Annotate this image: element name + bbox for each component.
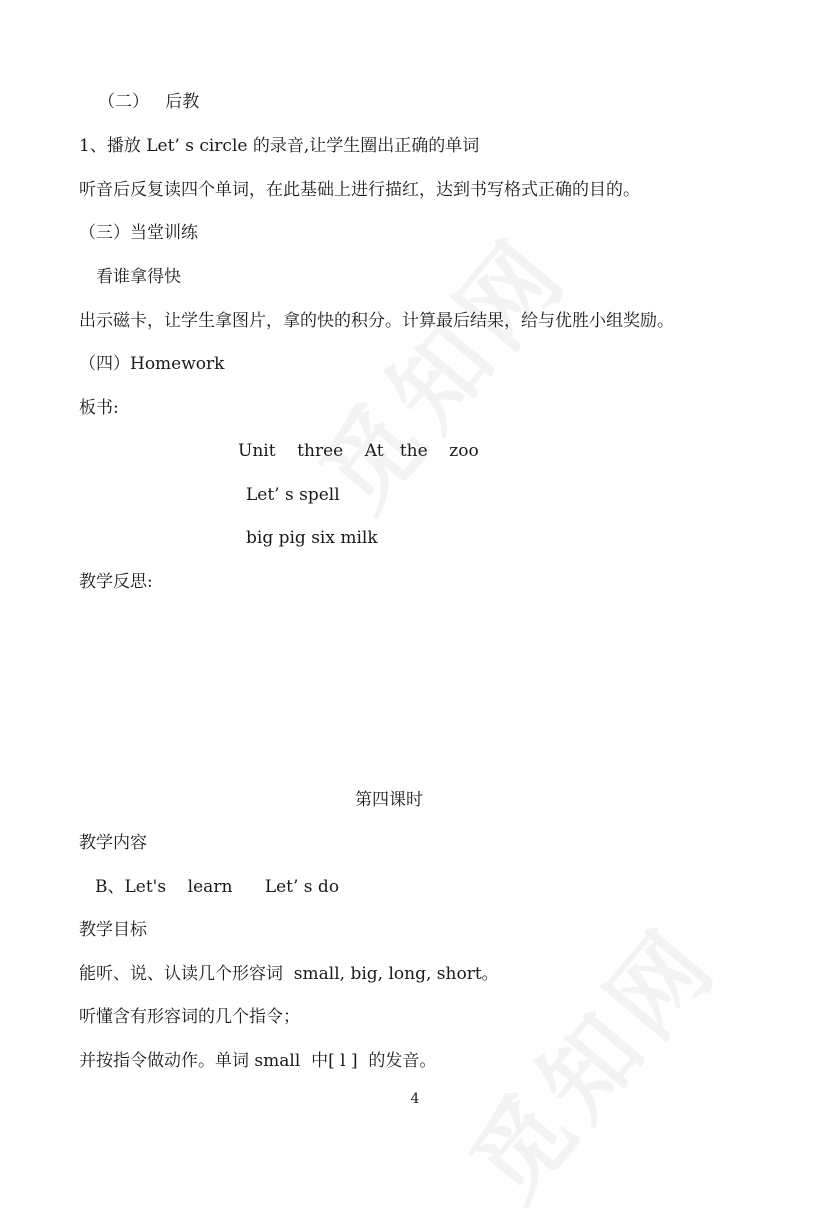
page-number: 4 xyxy=(410,1091,420,1107)
section-heading-practice: （三）当堂训练 xyxy=(79,223,198,243)
reflection-label: 教学反思: xyxy=(79,572,153,592)
paragraph: 并按指令做动作。单词 small 中[ l ] 的发音。 xyxy=(79,1051,437,1071)
blackboard-label: 板书: xyxy=(79,398,119,418)
paragraph: 看谁拿得快 xyxy=(96,267,181,287)
paragraph: 出示磁卡，让学生拿图片，拿的快的积分。计算最后结果，给与优胜小组奖励。 xyxy=(79,311,674,331)
paragraph: B、Let's learn Let’ s do xyxy=(95,877,340,897)
section-heading-homework: （四）Homework xyxy=(79,354,225,374)
section-heading-post-teaching: （二） 后教 xyxy=(98,92,200,112)
goals-label: 教学目标 xyxy=(79,920,147,940)
paragraph: 能听、说、认读几个形容词 small, big, long, short。 xyxy=(79,964,499,984)
lesson-title: 第四课时 xyxy=(355,790,423,810)
paragraph: 1、播放 Let’ s circle 的录音,让学生圈出正确的单词 xyxy=(79,136,480,156)
content-label: 教学内容 xyxy=(79,833,147,853)
paragraph: 听音后反复读四个单词，在此基础上进行描红，达到书写格式正确的目的。 xyxy=(79,180,640,200)
blackboard-line: Unit three At the zoo xyxy=(238,441,479,461)
blackboard-line: big pig six milk xyxy=(246,528,378,548)
blackboard-line: Let’ s spell xyxy=(246,485,340,505)
watermark xyxy=(434,893,743,1224)
paragraph: 听懂含有形容词的几个指令； xyxy=(79,1007,300,1027)
